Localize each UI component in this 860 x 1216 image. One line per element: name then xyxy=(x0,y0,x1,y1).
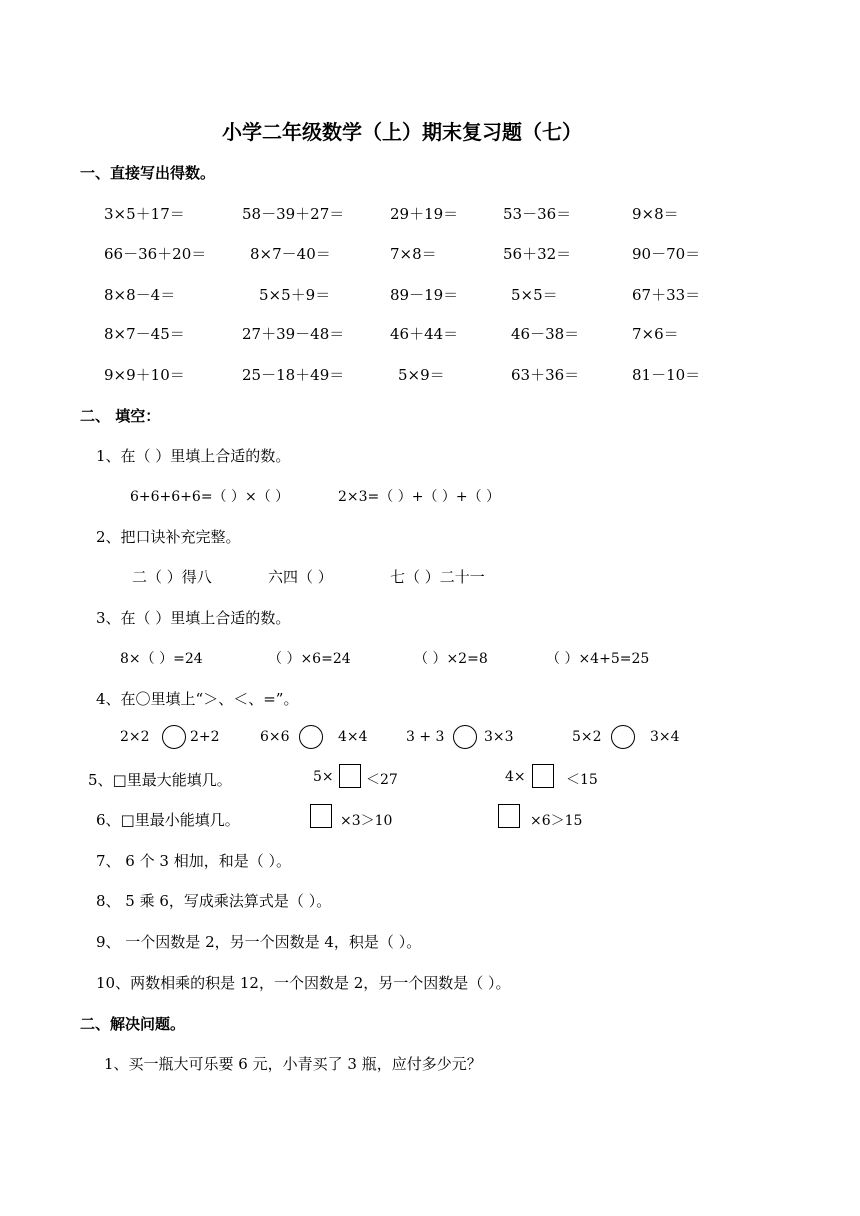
calc-item: 89－19＝ xyxy=(390,286,459,304)
calc-item: 9×8＝ xyxy=(632,205,679,223)
question-4: 4、在〇里填上“＞、＜、=”。 xyxy=(96,690,299,708)
q3-blank-b: （ ）×6=24 xyxy=(268,651,351,667)
q4-left-c: 3 + 3 xyxy=(406,729,445,745)
section-3-heading: 二、解决问题。 xyxy=(80,1015,186,1033)
problem-1: 1、买一瓶大可乐要 6 元，小青买了 3 瓶，应付多少元？ xyxy=(104,1055,482,1073)
calc-item: 53－36＝ xyxy=(503,205,572,223)
calc-item: 3×5＋17＝ xyxy=(104,205,185,223)
calc-item: 67＋33＝ xyxy=(632,286,701,304)
q4-left-a: 2×2 xyxy=(120,729,150,745)
question-10: 10、两数相乘的积是 12，一个因数是 2，另一个因数是（ ）。 xyxy=(96,974,511,992)
calc-item: 5×5＋9＝ xyxy=(259,286,331,304)
question-9: 9、 一个因数是 2，另一个因数是 4，积是（ ）。 xyxy=(96,933,422,951)
calc-item: 7×8＝ xyxy=(390,245,437,263)
question-5: 5、□里最大能填几。 xyxy=(88,771,232,789)
compare-circle[interactable] xyxy=(453,725,477,749)
q3-blank-a: 8×（ ）=24 xyxy=(120,651,203,667)
answer-box[interactable] xyxy=(532,764,554,788)
q2-blank-c: 七（ ）二十一 xyxy=(390,568,485,586)
section-1-heading: 一、直接写出得数。 xyxy=(80,164,216,182)
q3-blank-c: （ ）×2=8 xyxy=(414,651,488,667)
calc-item: 46＋44＝ xyxy=(390,325,459,343)
q2-blank-a: 二（ ）得八 xyxy=(132,568,212,586)
question-3: 3、在（ ）里填上合适的数。 xyxy=(96,609,291,627)
q5-left-b: 4× xyxy=(505,769,526,785)
q1-blank-a: 6+6+6+6=（ ）×（ ） xyxy=(130,489,290,505)
q4-left-d: 5×2 xyxy=(572,729,602,745)
calc-item: 90－70＝ xyxy=(632,245,701,263)
answer-box[interactable] xyxy=(498,804,520,828)
compare-circle[interactable] xyxy=(299,725,323,749)
calc-item: 8×7－40＝ xyxy=(250,245,331,263)
section-2-heading: 二、 填空： xyxy=(80,407,161,425)
compare-circle[interactable] xyxy=(611,725,635,749)
page-title: 小学二年级数学（上）期末复习题（七） xyxy=(222,120,582,144)
question-2: 2、把口诀补充完整。 xyxy=(96,528,241,546)
question-8: 8、 5 乘 6，写成乘法算式是（ ）。 xyxy=(96,892,332,910)
answer-box[interactable] xyxy=(339,764,361,788)
q4-left-b: 6×6 xyxy=(260,729,290,745)
q4-right-b: 4×4 xyxy=(338,729,368,745)
calc-item: 7×6＝ xyxy=(632,325,679,343)
calc-item: 66－36＋20＝ xyxy=(104,245,207,263)
q6-right-a: ×3＞10 xyxy=(340,813,393,829)
calc-item: 29＋19＝ xyxy=(390,205,459,223)
question-6: 6、□里最小能填几。 xyxy=(96,811,240,829)
q1-blank-b: 2×3=（ ）+（ ）+（ ） xyxy=(338,489,501,505)
question-7: 7、 6 个 3 相加，和是（ ）。 xyxy=(96,852,291,870)
calc-item: 46－38＝ xyxy=(511,325,580,343)
calc-item: 27＋39－48＝ xyxy=(242,325,345,343)
calc-item: 8×8－4＝ xyxy=(104,286,176,304)
calc-item: 25－18＋49＝ xyxy=(242,366,345,384)
calc-item: 8×7－45＝ xyxy=(104,325,185,343)
calc-item: 63＋36＝ xyxy=(511,366,580,384)
q5-left-a: 5× xyxy=(313,769,334,785)
q3-blank-d: （ ）×4+5=25 xyxy=(546,651,650,667)
question-1: 1、在（ ）里填上合适的数。 xyxy=(96,447,291,465)
compare-circle[interactable] xyxy=(162,725,186,749)
q5-right-b: ＜15 xyxy=(566,772,598,788)
calc-item: 9×9＋10＝ xyxy=(104,366,185,384)
q5-right-a: ＜27 xyxy=(366,772,398,788)
calc-item: 5×5＝ xyxy=(511,286,558,304)
calc-item: 5×9＝ xyxy=(398,366,445,384)
calc-item: 56＋32＝ xyxy=(503,245,572,263)
q4-right-a: 2+2 xyxy=(190,729,220,745)
q4-right-c: 3×3 xyxy=(484,729,514,745)
q2-blank-b: 六四（ ） xyxy=(268,568,333,586)
calc-item: 58－39＋27＝ xyxy=(242,205,345,223)
answer-box[interactable] xyxy=(310,804,332,828)
q6-right-b: ×6＞15 xyxy=(530,813,583,829)
calc-item: 81－10＝ xyxy=(632,366,701,384)
q4-right-d: 3×4 xyxy=(650,729,680,745)
